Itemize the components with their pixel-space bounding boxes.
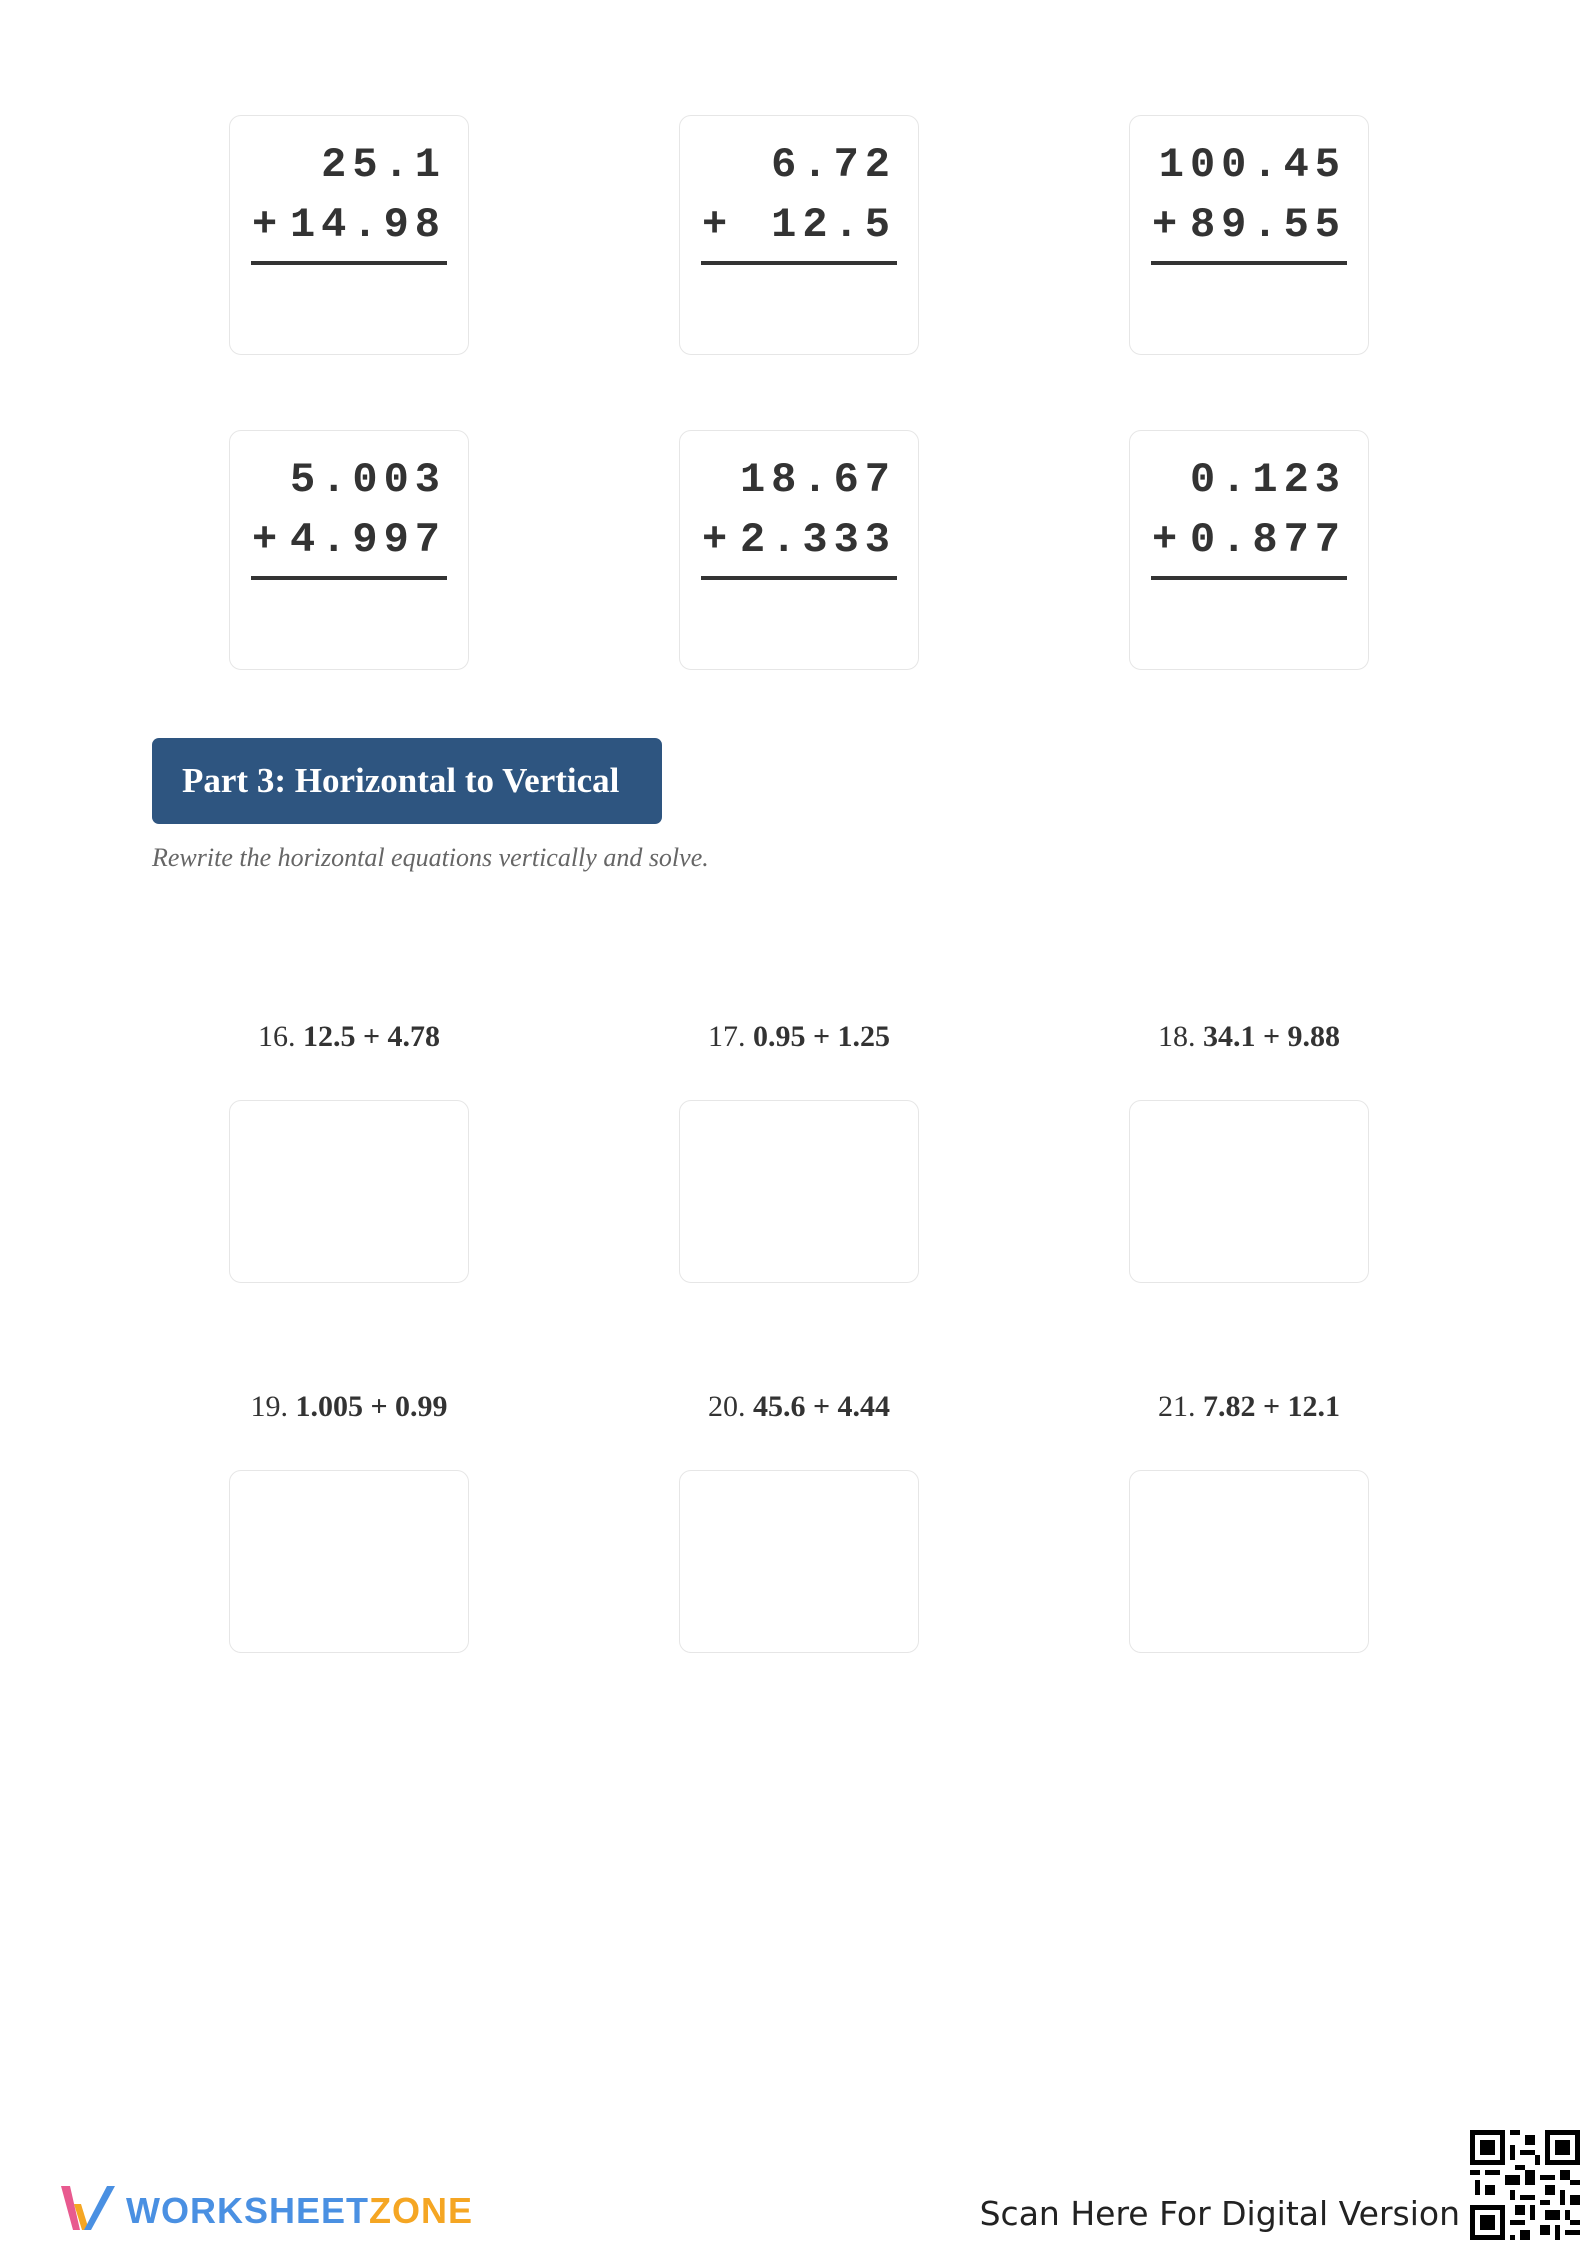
plus-operator: + (1152, 201, 1178, 249)
vertical-problem-box (1129, 115, 1369, 355)
qr-code-icon[interactable] (1470, 2130, 1580, 2240)
top-addend: 25.1 (321, 141, 446, 189)
problem-equation: 1.005 + 0.99 (295, 1390, 448, 1423)
plus-operator: + (702, 516, 728, 564)
vertical-problem-box (679, 115, 919, 355)
problem-number: 20. (707, 1390, 746, 1423)
bottom-row (252, 201, 446, 249)
bottom-addend: 2.333 (739, 516, 896, 564)
bottom-row (702, 516, 896, 564)
bottom-row (252, 516, 446, 564)
problem-equation: 7.82 + 12.1 (1202, 1390, 1341, 1423)
scan-instruction-text: Scan Here For Digital Version (979, 2194, 1460, 2233)
problem-equation: 45.6 + 4.44 (752, 1390, 891, 1423)
plus-operator: + (252, 201, 278, 249)
top-addend: 5.003 (289, 456, 446, 504)
bottom-row (1152, 516, 1346, 564)
problem-number: 16. (257, 1020, 296, 1053)
horizontal-problem-label (649, 1020, 949, 1054)
top-addend: 0.123 (1189, 456, 1346, 504)
problem-number: 17. (707, 1020, 746, 1053)
sum-line (251, 576, 447, 580)
bottom-addend: 12.5 (771, 201, 896, 249)
problem-number: 21. (1157, 1390, 1196, 1423)
sum-line (701, 576, 897, 580)
problem-equation: 0.95 + 1.25 (752, 1020, 891, 1053)
problem-number: 18. (1157, 1020, 1196, 1053)
vertical-problem-box (229, 115, 469, 355)
problem-number: 19. (250, 1390, 288, 1423)
brand-wordmark: WORKSHEETZONE (126, 2189, 474, 2231)
worksheetzone-w-logo-icon (58, 2180, 118, 2241)
sum-line (701, 261, 897, 265)
answer-work-box[interactable] (229, 1470, 469, 1653)
horizontal-problem-label (1099, 1020, 1399, 1054)
bottom-addend: 89.55 (1189, 201, 1346, 249)
sum-line (1151, 576, 1347, 580)
top-addend: 6.72 (771, 141, 896, 189)
vertical-problem-box (679, 430, 919, 670)
answer-work-box[interactable] (1129, 1100, 1369, 1283)
sum-line (251, 261, 447, 265)
footer-brand-logo (58, 2180, 473, 2241)
problem-equation: 34.1 + 9.88 (1202, 1020, 1341, 1053)
bottom-row (702, 201, 896, 249)
top-addend: 100.45 (1158, 141, 1346, 189)
bottom-addend: 14.98 (289, 201, 446, 249)
bottom-addend: 0.877 (1189, 516, 1346, 564)
top-addend: 18.67 (739, 456, 896, 504)
plus-operator: + (252, 516, 278, 564)
vertical-problem-box (1129, 430, 1369, 670)
bottom-addend: 4.997 (289, 516, 446, 564)
section-header-part3: Part 3: Horizontal to Vertical (152, 738, 662, 824)
answer-work-box[interactable] (679, 1470, 919, 1653)
problem-equation: 12.5 + 4.78 (302, 1020, 441, 1053)
answer-work-box[interactable] (1129, 1470, 1369, 1653)
sum-line (1151, 261, 1347, 265)
horizontal-problem-label (199, 1390, 499, 1424)
section-instructions: Rewrite the horizontal equations vertically and solve. (152, 843, 709, 872)
answer-work-box[interactable] (679, 1100, 919, 1283)
bottom-row (1152, 201, 1346, 249)
horizontal-problem-label (649, 1390, 949, 1424)
answer-work-box[interactable] (229, 1100, 469, 1283)
horizontal-problem-label (1099, 1390, 1399, 1424)
vertical-problem-box (229, 430, 469, 670)
horizontal-problem-label (199, 1020, 499, 1054)
plus-operator: + (702, 201, 728, 249)
plus-operator: + (1152, 516, 1178, 564)
